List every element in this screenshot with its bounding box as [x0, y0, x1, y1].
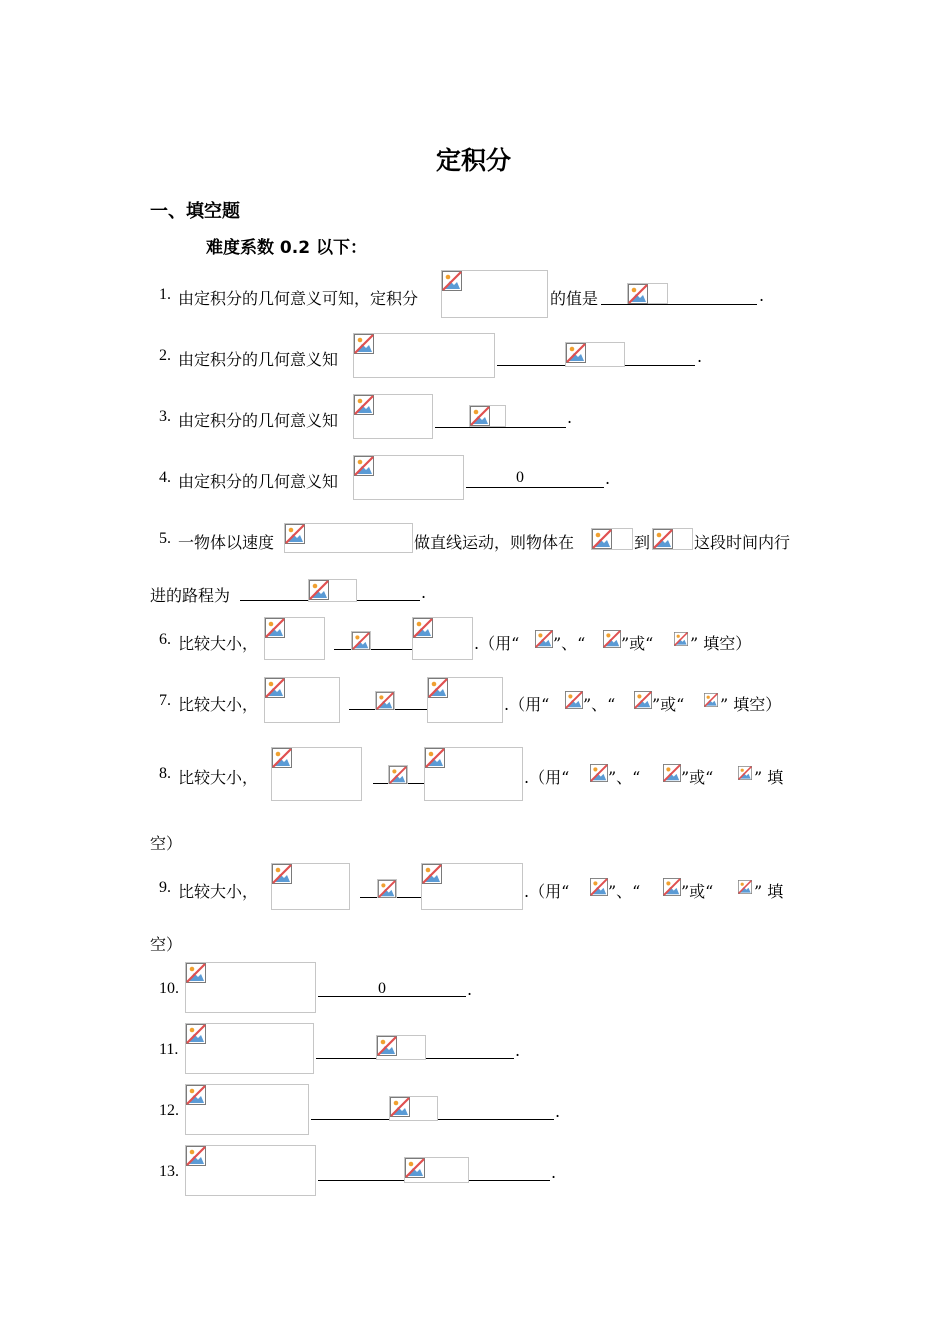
- broken-image-icon: [590, 764, 608, 782]
- broken-image-icon: [376, 692, 394, 710]
- formula-image-right: [421, 863, 523, 910]
- formula-image-left: [264, 677, 340, 723]
- formula-image: [284, 523, 413, 553]
- formula-image: [652, 528, 693, 550]
- hint-sep: ”或“: [681, 768, 714, 787]
- broken-image-icon: [378, 880, 396, 898]
- problem-number: 2.: [159, 347, 171, 364]
- problem-text: 一物体以速度: [178, 533, 275, 552]
- broken-image-icon: [389, 766, 407, 784]
- period: .: [421, 583, 427, 602]
- formula-image: [185, 1145, 316, 1196]
- formula-image: [185, 1084, 309, 1135]
- broken-image-icon: [565, 691, 583, 709]
- broken-image-icon: [737, 766, 753, 780]
- problem-text-mid: 到: [634, 533, 651, 552]
- problem-text: 比较大小，: [178, 634, 259, 653]
- hint-prefix: .（用“: [474, 634, 520, 653]
- formula-image: [185, 962, 316, 1013]
- formula-image: [441, 270, 548, 318]
- broken-image-icon: [653, 529, 673, 549]
- hint-prefix: .（用“: [524, 882, 570, 901]
- formula-image: [353, 455, 464, 500]
- broken-image-icon: [377, 1036, 397, 1056]
- hint-prefix: .（用“: [524, 768, 570, 787]
- broken-image-icon: [265, 678, 285, 698]
- broken-image-icon: [663, 878, 681, 896]
- problem-number: 12.: [159, 1102, 179, 1119]
- answer-image: [388, 765, 408, 784]
- hint-sep: ”或“: [621, 634, 654, 653]
- problem-number: 1.: [159, 286, 171, 303]
- problem-number: 11.: [159, 1041, 179, 1058]
- problem-text-line2: 进的路程为: [150, 586, 231, 605]
- period: .: [551, 1163, 557, 1182]
- answer-image: [351, 631, 371, 650]
- problem-text-mid: 这段时间内行: [694, 533, 791, 552]
- section-heading: 一、填空题: [150, 201, 240, 222]
- subsection-heading: 难度系数 0.2 以下：: [206, 238, 367, 258]
- hint-sep: ”、“: [583, 695, 616, 714]
- formula-image-left: [271, 747, 362, 801]
- formula-image: [591, 528, 633, 550]
- answer-image: [565, 342, 625, 367]
- hint-sep: ”、“: [608, 768, 641, 787]
- problem-text: 由定积分的几何意义知: [178, 411, 339, 430]
- problem-number: 6.: [159, 631, 171, 648]
- period: .: [697, 347, 703, 366]
- problem-text-mid: 做直线运动，则物体在: [414, 533, 575, 552]
- hint-suffix: ” 填: [754, 768, 784, 787]
- answer-blank: [466, 487, 604, 488]
- broken-image-icon: [285, 524, 305, 544]
- problem-number: 10.: [159, 980, 179, 997]
- broken-image-icon: [592, 529, 612, 549]
- broken-image-icon: [186, 1085, 206, 1105]
- formula-image-right: [412, 617, 473, 660]
- broken-image-icon: [428, 678, 448, 698]
- hint-suffix: ” 填空）: [690, 634, 752, 653]
- hint-wrap: 空）: [150, 834, 183, 853]
- problem-text: 比较大小，: [178, 695, 259, 714]
- period: .: [605, 469, 611, 488]
- broken-image-icon: [309, 580, 329, 600]
- hint-suffix: ” 填: [754, 882, 784, 901]
- answer-image: [469, 405, 506, 427]
- answer-value: 0: [516, 469, 524, 486]
- problem-text-tail: 的值是: [550, 289, 599, 308]
- answer-image: [627, 283, 668, 304]
- hint-prefix: .（用“: [504, 695, 550, 714]
- problem-number: 4.: [159, 469, 171, 486]
- answer-blank: [334, 649, 412, 650]
- formula-image-left: [271, 863, 350, 910]
- hint-suffix: ” 填空）: [720, 695, 782, 714]
- broken-image-icon: [272, 748, 292, 768]
- hint-sep: ”或“: [652, 695, 685, 714]
- hint-sep: ”、“: [553, 634, 586, 653]
- problem-number: 9.: [159, 879, 171, 896]
- broken-image-icon: [390, 1097, 410, 1117]
- broken-image-icon: [442, 271, 462, 291]
- period: .: [467, 980, 473, 999]
- period: .: [555, 1102, 561, 1121]
- problem-number: 3.: [159, 408, 171, 425]
- broken-image-icon: [737, 880, 753, 894]
- answer-image: [377, 879, 397, 898]
- period: .: [567, 408, 573, 427]
- problem-number: 13.: [159, 1163, 179, 1180]
- broken-image-icon: [354, 395, 374, 415]
- broken-image-icon: [470, 406, 490, 426]
- broken-image-icon: [703, 693, 719, 707]
- broken-image-icon: [354, 334, 374, 354]
- answer-blank: [318, 996, 466, 997]
- hint-sep: ”或“: [681, 882, 714, 901]
- problem-text: 比较大小，: [178, 882, 259, 901]
- broken-image-icon: [352, 632, 370, 650]
- problem-text: 由定积分的几何意义可知，定积分: [178, 289, 419, 308]
- broken-image-icon: [186, 963, 206, 983]
- answer-image: [375, 691, 395, 710]
- hint-sep: ”、“: [608, 882, 641, 901]
- answer-value: 0: [378, 980, 386, 997]
- broken-image-icon: [663, 764, 681, 782]
- period: .: [759, 286, 765, 305]
- formula-image: [185, 1023, 314, 1074]
- answer-blank: [435, 427, 566, 428]
- problem-number: 8.: [159, 765, 171, 782]
- formula-image-left: [264, 617, 325, 660]
- page-title: 定积分: [436, 146, 512, 175]
- problem-number: 5.: [159, 530, 171, 547]
- problem-text: 比较大小，: [178, 768, 259, 787]
- broken-image-icon: [405, 1158, 425, 1178]
- formula-image-right: [427, 677, 503, 723]
- broken-image-icon: [535, 630, 553, 648]
- answer-image: [308, 579, 357, 602]
- broken-image-icon: [566, 343, 586, 363]
- answer-blank: [601, 304, 757, 305]
- broken-image-icon: [186, 1024, 206, 1044]
- broken-image-icon: [422, 864, 442, 884]
- problem-number: 7.: [159, 692, 171, 709]
- broken-image-icon: [272, 864, 292, 884]
- broken-image-icon: [603, 630, 621, 648]
- formula-image: [353, 394, 433, 439]
- answer-image: [376, 1035, 426, 1060]
- period: .: [515, 1041, 521, 1060]
- broken-image-icon: [186, 1146, 206, 1166]
- problem-text: 由定积分的几何意义知: [178, 350, 339, 369]
- answer-image: [389, 1096, 438, 1121]
- hint-wrap: 空）: [150, 935, 183, 954]
- broken-image-icon: [628, 284, 648, 304]
- broken-image-icon: [354, 456, 374, 476]
- broken-image-icon: [590, 878, 608, 896]
- broken-image-icon: [413, 618, 433, 638]
- broken-image-icon: [634, 691, 652, 709]
- problem-text: 由定积分的几何意义知: [178, 472, 339, 491]
- broken-image-icon: [425, 748, 445, 768]
- broken-image-icon: [673, 632, 689, 646]
- broken-image-icon: [265, 618, 285, 638]
- formula-image: [353, 333, 495, 378]
- answer-image: [404, 1157, 469, 1183]
- formula-image-right: [424, 747, 523, 801]
